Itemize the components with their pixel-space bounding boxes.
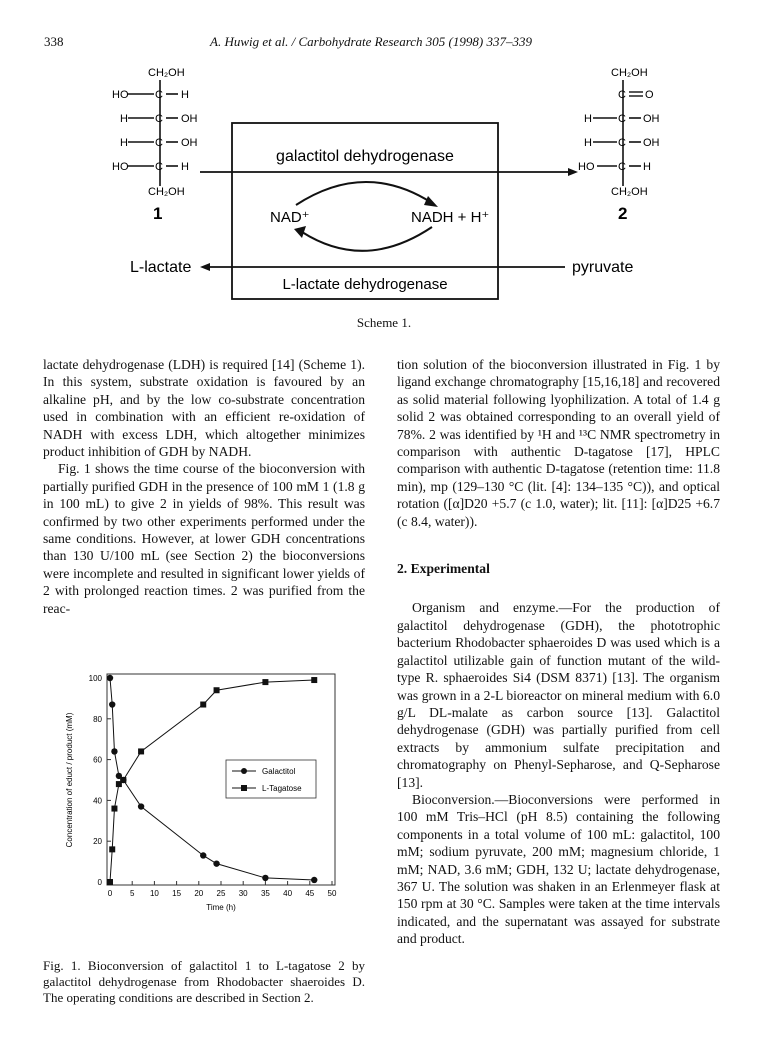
right-column-text (397, 356, 720, 948)
svg-text:C: C (618, 113, 626, 125)
left-column-text (43, 356, 365, 617)
x-axis-label: Time (h) (206, 903, 236, 912)
enzyme-bottom-label: L-lactate dehydrogenase (282, 276, 448, 293)
section-heading: 2. Experimental (397, 561, 490, 577)
tagatose-point (262, 679, 268, 685)
left-paragraph-2: Fig. 1 shows the time course of the bioconversion with partially purified GDH in the presence of 100 mM 1 (1.8 g in 100 mL) to give 2 in yields of 98%. This result was confirmed by two other experiments performed under the same conditions. However, at lower GDH concentrations than 130 U/100 mL (see Section 2) the bioconversions were incomplete and resulted in significant lower yields of 2 with prolonged reaction times. 2 was purified from the reac- (43, 461, 365, 616)
galactitol-point (262, 875, 268, 881)
svg-text:C: C (155, 161, 163, 173)
right-paragraph-1: tion solution of the bioconversion illustrated in Fig. 1 by ligand exchange chromatography [15,16,18] and recovered as solid material following lyophilization. A total of 1.4 g solid 2 was obtained corresponding to an overall yield of 78%. 2 was identified by ¹H and ¹³C NMR spectrometry in comparison with authentic D-tagatose [17], HPLC comparison with authentic D-tagatose (retention time: 11.8 min), mp (129–130 °C (lit. [4]: 134–135 °C)), and optical rotation ([α]D20 +5.7 (c 1.0, water); lit. [11]: [α]D25 +6.7 (c 8.4, water)). (397, 357, 720, 529)
x-tick-label: 35 (260, 889, 270, 898)
cofactor-arc-bottom (302, 227, 432, 251)
c1-row2-left: H (120, 113, 128, 125)
x-tick-label: 5 (129, 889, 135, 898)
x-tick-label: 15 (172, 889, 182, 898)
chart-legend (226, 760, 316, 798)
y-tick-label: 80 (93, 714, 102, 724)
galactitol-point (311, 877, 317, 883)
galactitol-point (138, 803, 144, 809)
y-tick-label: 0 (97, 878, 102, 887)
scheme-1 (0, 0, 768, 330)
tagatose-point (200, 702, 206, 708)
right-paragraph-2: Organism and enzyme.—For the production of galactitol dehydrogenase (GDH), the phototrophic bacterium Rhodobacter sphaeroides D was used which is a galactitol utilizable gain of function mutant of the wild-type R. sphaeroides Si4 (DSM 8371) [13]. The organism was grown in a 2-L bioreactor on mineral medium with 6.0 g/L DL-malate as carbon source [13]. Galactitol dehydrogenase (GDH) was partially purified from cell extracts by ammonium sulfate precipitation and chromatography on Phenyl-Sepharose, and Q-Sepharose [13]. (397, 600, 720, 790)
galactitol-point (109, 701, 115, 707)
c2-row3-right: H (643, 161, 651, 173)
tagatose-point (138, 748, 144, 754)
c2-top: CH₂OH (611, 67, 648, 79)
galactitol-point (200, 852, 206, 858)
y-tick-label: 100 (88, 674, 102, 683)
y-tick-label: 20 (93, 837, 102, 847)
compound-2-structure (578, 67, 660, 198)
c1-row2-right: OH (181, 113, 198, 125)
c1-row4-left: HO (112, 161, 129, 173)
c2-row1-left: H (584, 113, 592, 125)
svg-text:C: C (618, 137, 626, 149)
tagatose-point (120, 777, 126, 783)
x-tick-label: 25 (216, 889, 226, 898)
x-tick-label: 20 (194, 889, 204, 898)
pyruvate-label: pyruvate (572, 259, 634, 276)
legend-galactitol-label: Galactitol (262, 767, 296, 776)
c2-bottom: CH₂OH (611, 186, 648, 198)
x-tick-label: 50 (327, 889, 337, 898)
galactitol-point (213, 860, 219, 866)
tagatose-point (214, 687, 220, 693)
running-head: A. Huwig et al. / Carbohydrate Research 305 (1998) 337–339 (210, 34, 532, 49)
c1-row1-left: HO (112, 89, 129, 101)
enzyme-top-label: galactitol dehydrogenase (276, 148, 454, 165)
c1-row1-right: H (181, 89, 189, 101)
svg-text:C: C (155, 137, 163, 149)
y-tick-label: 60 (93, 755, 102, 765)
x-tick-label: 30 (238, 889, 248, 898)
c2-row2-left: H (584, 137, 592, 149)
x-tick-label: 10 (149, 889, 159, 898)
svg-text:C: C (155, 113, 163, 125)
nadh-label: NADH + H⁺ (411, 209, 490, 226)
lactate-label: L-lactate (130, 259, 192, 276)
legend-galactitol-marker (241, 768, 247, 774)
left-paragraph-1: lactate dehydrogenase (LDH) is required [14] (Scheme 1). In this system, substrate oxidation is favoured by an alkaline pH, and by the low co-substrate concentration used in combination with an efficient re-oxidation of NADH with excess LDH, which altogether minimizes product inhibition of GDH by NADH. (43, 357, 365, 460)
y-axis-label: Concentration of educt / product (mM) (65, 712, 74, 848)
cofactor-arc-top (296, 182, 432, 205)
tagatose-point (311, 677, 317, 683)
tagatose-point (111, 806, 117, 812)
scheme-caption: Scheme 1. (356, 315, 412, 330)
svg-text:C: C (618, 89, 626, 101)
tagatose-point (107, 879, 113, 885)
legend-tagatose-label: L-Tagatose (262, 784, 302, 793)
c2-carbonyl-o: O (645, 89, 654, 101)
c1-row3-left: H (120, 137, 128, 149)
legend-tagatose-marker (241, 785, 247, 791)
y-tick-label: 40 (93, 796, 102, 806)
galactitol-point (107, 675, 113, 681)
compound-1-structure (112, 67, 198, 198)
x-tick-label: 0 (107, 889, 113, 898)
c1-row3-right: OH (181, 137, 198, 149)
c1-row4-right: H (181, 161, 189, 173)
page-number: 338 (44, 34, 64, 49)
c1-top: CH₂OH (148, 67, 185, 79)
figure-1-chart (50, 660, 350, 945)
c2-row1-right: OH (643, 113, 660, 125)
figure-1-caption: Fig. 1. Bioconversion of galactitol 1 to L-tagatose 2 by galactitol dehydrogenase from Rhodobacter shaeroides D. The operating conditions are described in Section 2. (43, 958, 365, 1005)
c2-row2-right: OH (643, 137, 660, 149)
x-tick-label: 45 (305, 889, 315, 898)
x-tick-label: 40 (283, 889, 293, 898)
galactitol-point (111, 748, 117, 754)
tagatose-point (109, 846, 115, 852)
c1-bottom: CH₂OH (148, 186, 185, 198)
c2-row3-left: HO (578, 161, 595, 173)
compound-2-number: 2 (618, 204, 628, 223)
svg-text:C: C (155, 89, 163, 101)
nad-label: NAD⁺ (270, 209, 310, 226)
right-paragraph-3: Bioconversion.—Bioconversions were performed in 100 mM Tris–HCl (pH 8.5) containing the following components in a total volume of 100 mL: galactitol, 100 mM; sodium pyruvate, 200 mM; magnesium chloride, 1 mM; NAD, 3.6 mM; GDH, 132 U; lactate dehydrogenase, 367 U. The solution was shaken in an Erlenmeyer flask at 150 rpm at 30 °C. Samples were taken at the time intervals indicated, and the supernatant was assayed for substrate and product. (397, 791, 720, 947)
compound-1-number: 1 (153, 204, 163, 223)
svg-text:C: C (618, 161, 626, 173)
